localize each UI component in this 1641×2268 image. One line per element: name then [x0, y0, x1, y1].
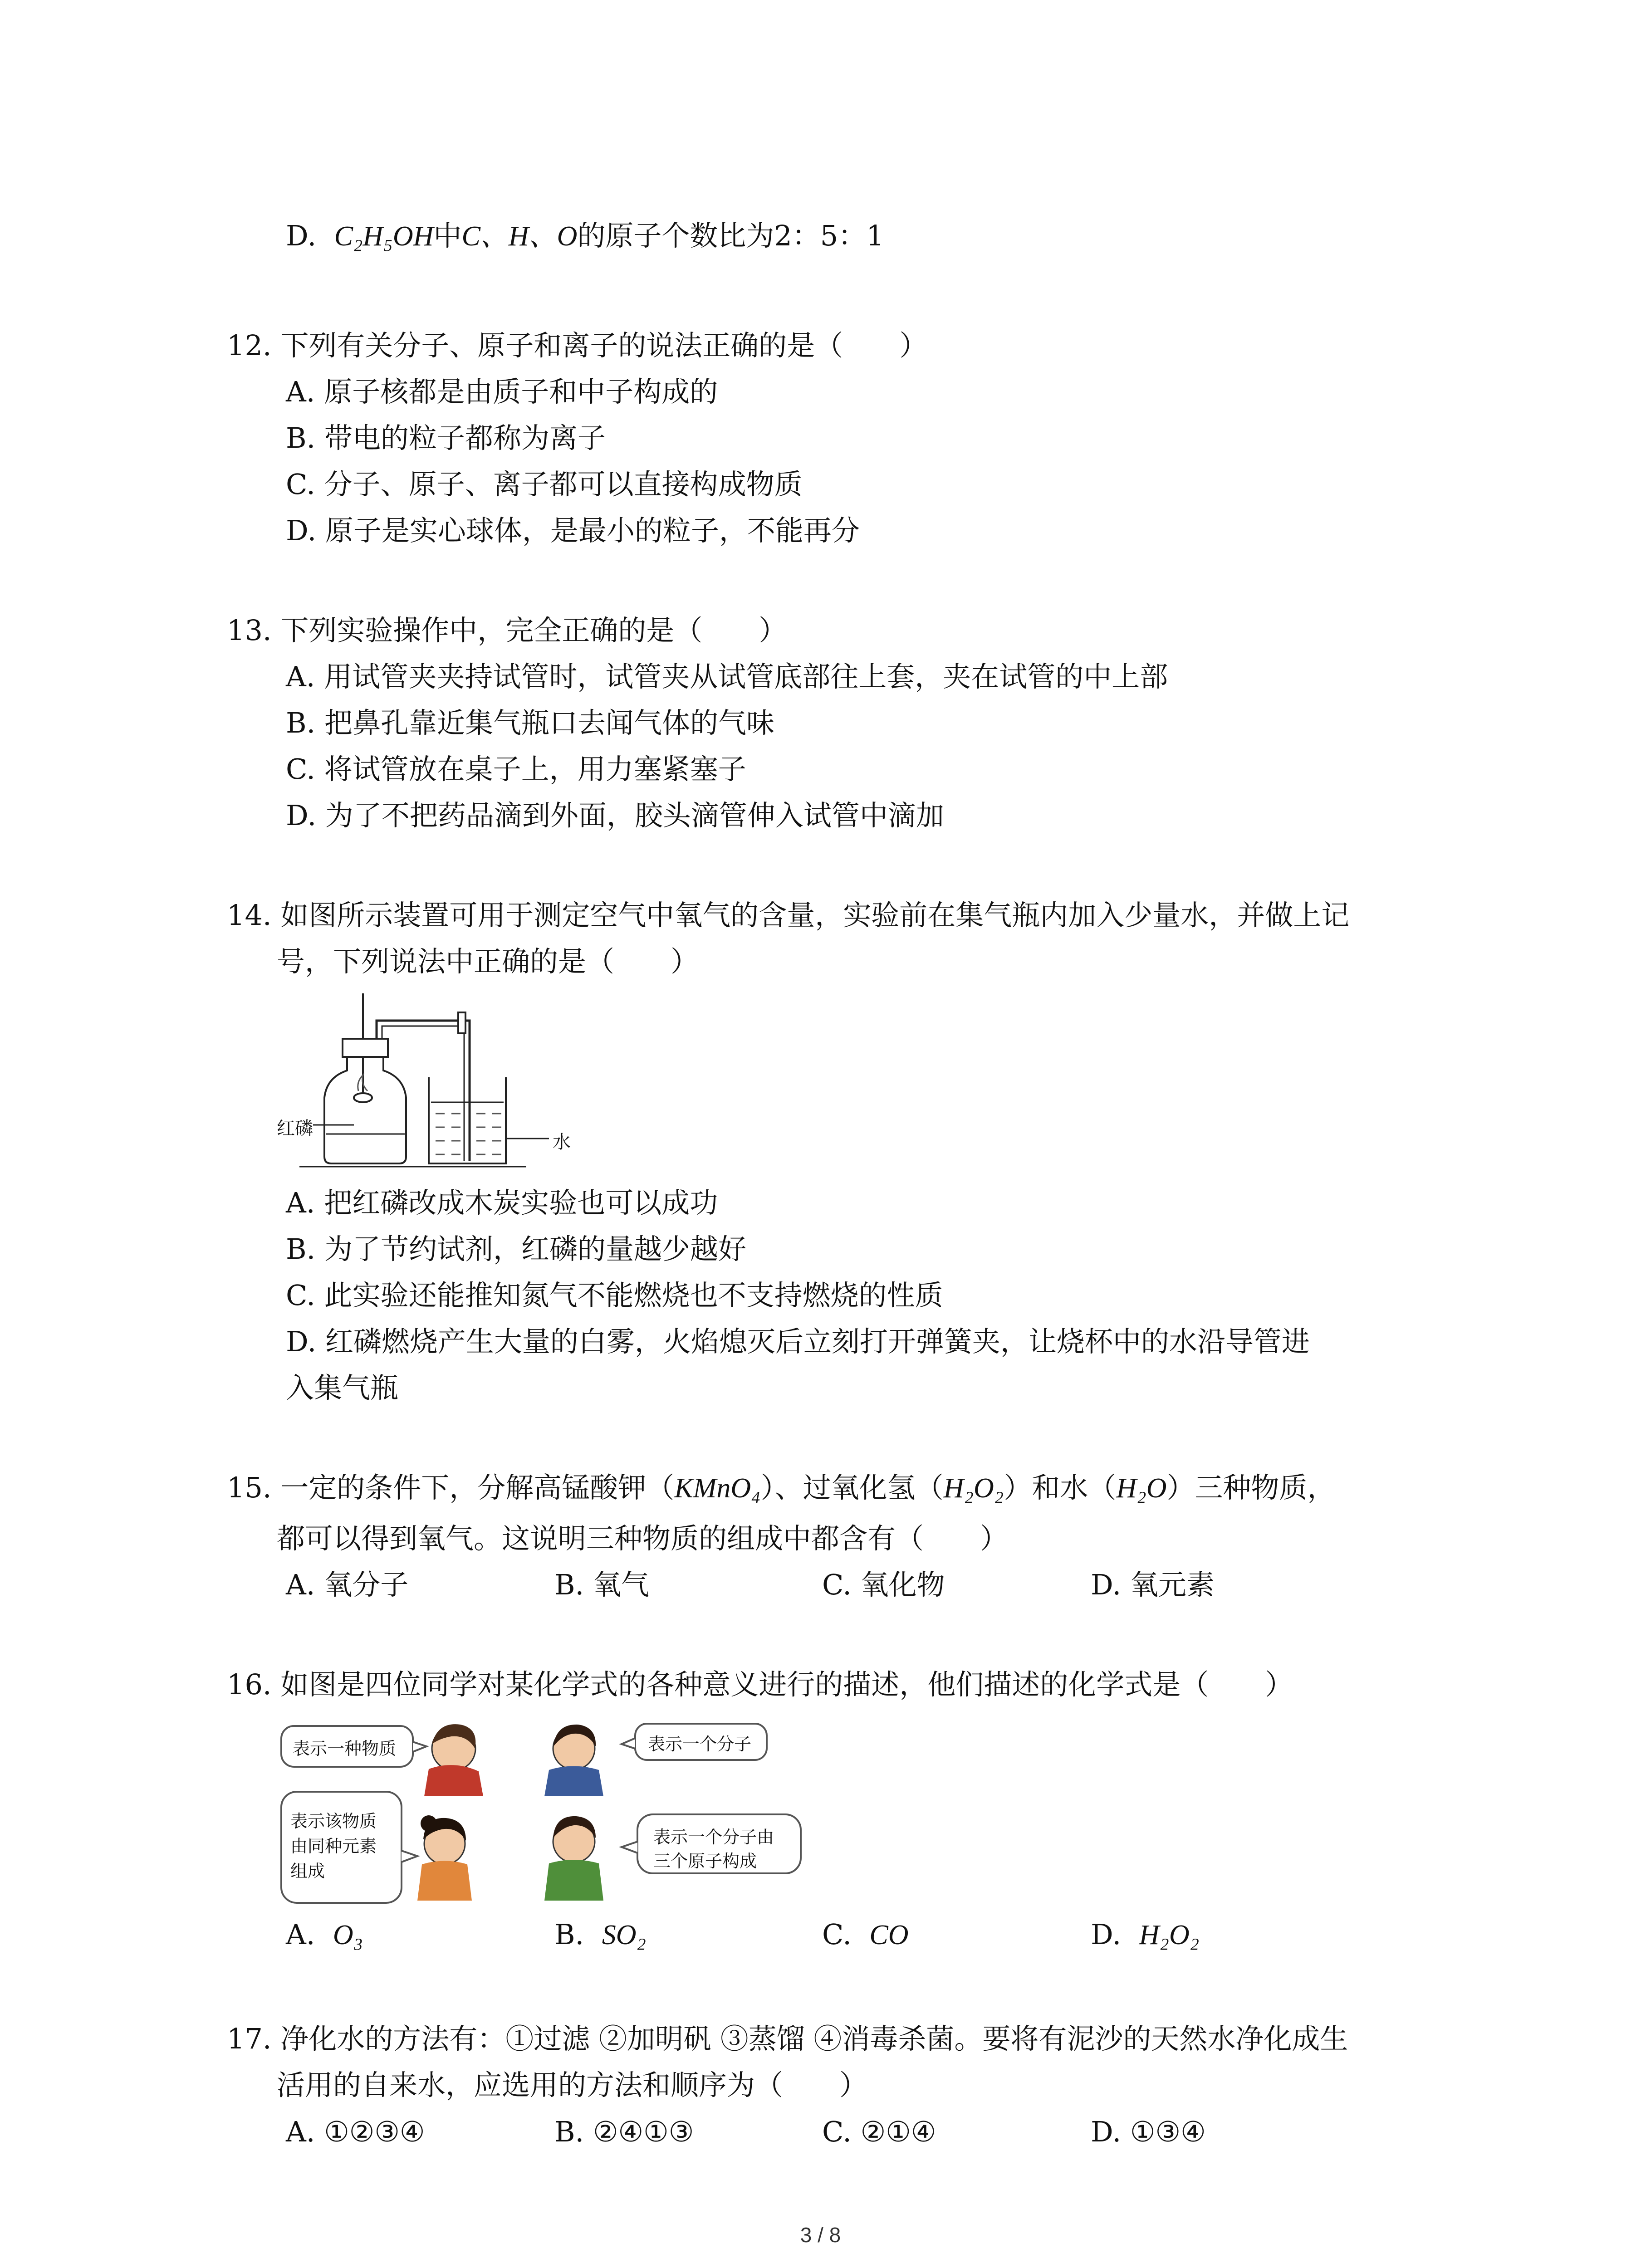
q12-stem: 12. 下列有关分子、原子和离子的说法正确的是（ ）: [227, 329, 928, 362]
q16-option-a: [286, 1916, 363, 1953]
q17-option-d: D. ①③④: [1091, 2115, 1206, 2148]
q13-option-a: A. 用试管夹夹持试管时，试管夹从试管底部往上套，夹在试管的中上部: [286, 660, 1168, 693]
q12-option-a: A. 原子核都是由质子和中子构成的: [286, 375, 718, 408]
q16-stem: 16. 如图是四位同学对某化学式的各种意义进行的描述，他们描述的化学式是（ ）: [227, 1668, 1293, 1701]
formula: O₃: [333, 1920, 363, 1950]
q17-stem-line2: 活用的自来水，应选用的方法和顺序为（ ）: [277, 2068, 868, 2102]
q16-option-c: [822, 1916, 909, 1953]
q13-option-c: C. 将试管放在桌子上，用力塞紧塞子: [286, 753, 746, 786]
formula: CO: [869, 1920, 909, 1950]
formula: C₂H₅OH: [334, 221, 434, 252]
q15-option-c: C. 氧化物: [822, 1568, 945, 1601]
q13-option-d: D. 为了不把药品滴到外面，胶头滴管伸入试管中滴加: [286, 799, 944, 832]
formula-h2o: H₂O: [1116, 1473, 1167, 1504]
formula-kmno4: KMnO₄: [674, 1473, 761, 1504]
q12-option-d: D. 原子是实心球体，是最小的粒子，不能再分: [286, 514, 860, 547]
q17-stem-line1: 17. 净化水的方法有：①过滤 ②加明矾 ③蒸馏 ④消毒杀菌。要将有泥沙的天然水净化成生: [227, 2022, 1348, 2055]
q14-option-d: D. 红磷燃烧产生大量的白雾，火焰熄灭后立刻打开弹簧夹，让烧杯中的水沿导管进: [286, 1325, 1310, 1358]
text: 的原子个数比为2：5：1: [577, 219, 884, 252]
option-letter: D.: [1091, 1918, 1122, 1951]
q15-stem-line2: 都可以得到氧气。这说明三种物质的组成中都含有（ ）: [277, 1522, 1009, 1555]
option-letter: C.: [822, 1918, 852, 1951]
bubble-three-atoms-l1: 表示一个分子由: [653, 1827, 774, 1847]
q17-option-c: C. ②①④: [822, 2115, 936, 2148]
q16-option-d: [1091, 1916, 1199, 1953]
q15-option-d: D. 氧元素: [1091, 1568, 1215, 1601]
label-water: 水: [553, 1132, 571, 1153]
text: ）三种物质，: [1166, 1471, 1336, 1504]
formula: H₂O₂: [1139, 1920, 1200, 1950]
q15-option-a: A. 氧分子: [286, 1568, 409, 1601]
option-letter: B.: [554, 1918, 584, 1951]
q15-stem-line1: [227, 1470, 1335, 1506]
option-letter: D.: [286, 219, 317, 252]
q14-option-b: B. 为了节约试剂，红磷的量越少越好: [286, 1232, 746, 1266]
atoms: C、H、O: [461, 221, 578, 252]
option-letter: A.: [286, 1918, 315, 1951]
text: ）、过氧化氢（: [760, 1471, 944, 1504]
label-red-phosphorus: 红磷: [277, 1118, 313, 1139]
text: ）和水（: [1004, 1471, 1117, 1504]
bubble-same-element-l1: 表示该物质: [290, 1811, 377, 1831]
bubble-same-element-l2: 由同种元素: [290, 1836, 377, 1856]
q14-stem-line1: 14. 如图所示装置可用于测定空气中氧气的含量，实验前在集气瓶内加入少量水，并做上记: [227, 899, 1350, 932]
page-number: 3 / 8: [800, 2223, 841, 2247]
q14-option-a: A. 把红磷改成木炭实验也可以成功: [286, 1186, 718, 1219]
bubble-three-atoms-l2: 三个原子构成: [653, 1851, 757, 1871]
formula: SO₂: [602, 1920, 647, 1950]
q14-option-c: C. 此实验还能推知氮气不能燃烧也不支持燃烧的性质: [286, 1279, 943, 1312]
q13-option-b: B. 把鼻孔靠近集气瓶口去闻气体的气味: [286, 706, 774, 739]
q14-option-d-continued: 入集气瓶: [286, 1371, 399, 1404]
bubble-one-substance: 表示一种物质: [293, 1739, 397, 1759]
q12-option-b: B. 带电的粒子都称为离子: [286, 421, 606, 455]
q12-option-c: C. 分子、原子、离子都可以直接构成物质: [286, 468, 803, 501]
q16-option-b: [554, 1916, 646, 1953]
bubble-one-molecule: 表示一个分子: [648, 1734, 752, 1754]
q11-option-d: [286, 218, 884, 254]
text: 15. 一定的条件下，分解高锰酸钾（: [227, 1471, 675, 1504]
text: 中: [433, 219, 462, 252]
q17-option-a: A. ①②③④: [286, 2115, 425, 2148]
q15-option-b: B. 氧气: [554, 1568, 649, 1601]
q13-stem: 13. 下列实验操作中，完全正确的是（ ）: [227, 614, 787, 647]
formula-h2o2: H₂O₂: [943, 1473, 1004, 1504]
q14-stem-line2: 号，下列说法中正确的是（ ）: [277, 945, 699, 978]
bubble-same-element-l3: 组成: [290, 1861, 325, 1881]
q17-option-b: B. ②④①③: [554, 2115, 694, 2148]
